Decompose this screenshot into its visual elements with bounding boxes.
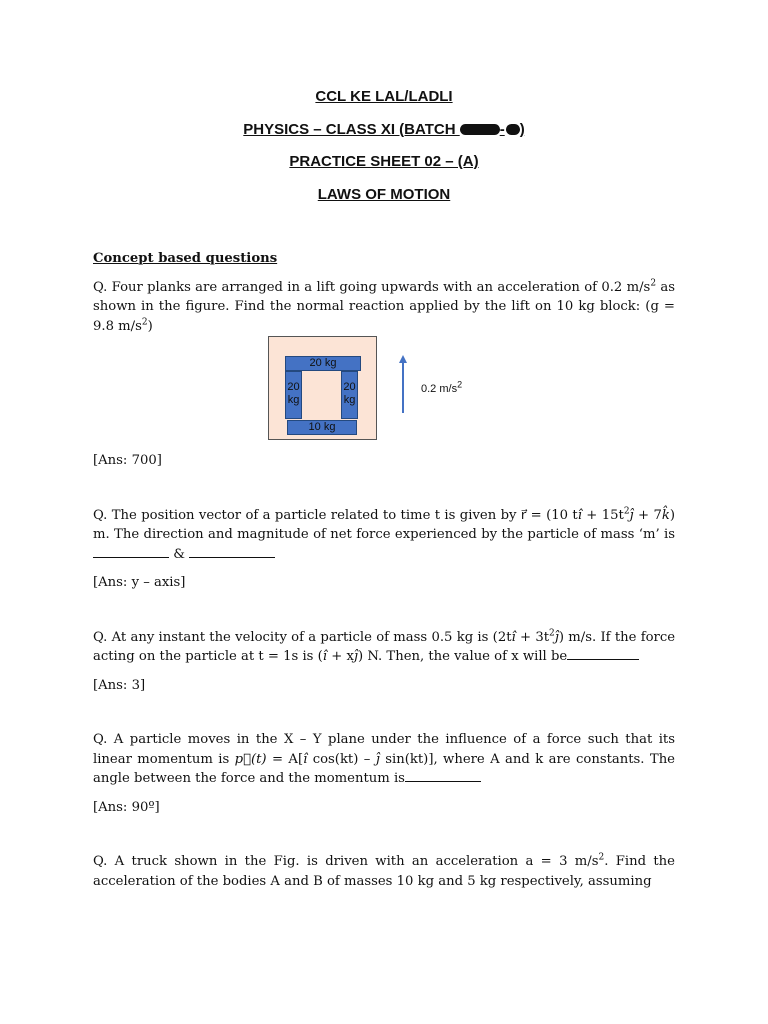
question-4: Q. A particle moves in the X – Y plane under the influence of a force such that its linear momentum is p⃗(t) = A[î cos(kt) – ĵ sin(kt)], where A and k are constants. The angle between the force and the momentum is — [93, 732, 675, 786]
redacted-mark — [506, 124, 520, 135]
answer-blank — [93, 545, 169, 558]
class-batch-title: PHYSICS – CLASS XI (BATCH - ) — [243, 120, 525, 138]
plank-bottom: 10 kg — [287, 420, 357, 435]
lift-figure — [93, 336, 675, 442]
lift-box — [268, 336, 377, 440]
answer-2: [Ans: y – axis] — [93, 575, 186, 590]
up-arrow-icon — [402, 360, 404, 413]
answer-1: [Ans: 700] — [93, 453, 162, 468]
question-2: Q. The position vector of a particle related to time t is given by r⃗ = (10 tî + $15t^2ĵ$ + 7k̂) m. The direction and magnitude of net force experienced by the particle of mass ‘m’ is & — [93, 506, 675, 562]
redacted-mark — [460, 124, 500, 135]
chapter-title: LAWS OF MOTION — [317, 185, 451, 203]
plank-right: 20 kg — [341, 371, 358, 419]
question-1: Q. Four planks are arranged in a lift going upwards with an acceleration of 0.2 $m/s^2$ as shown in the figure. Find the normal reaction applied by the lift on 10 kg block: (g = 9.8 $m/s^2$) — [93, 278, 675, 334]
answer-3: [Ans: 3] — [93, 677, 146, 693]
question-5: Q. A truck shown in the Fig. is driven with an acceleration a = 3 $m/s^2$. Find the acceleration of the bodies A and B of masses 10 kg and 5 kg respectively, assuming — [93, 852, 675, 889]
questions-content — [93, 249, 675, 891]
acceleration-label: 0.2 $m/s^2$ — [421, 379, 463, 395]
question-3: Q. At any instant the velocity of a particle of mass 0.5 kg is (2tî + $3t^2ĵ$) m/s. If the force acting on the particle at t = 1s is (î + xĵ) N. Then, the value of x will be — [93, 628, 676, 664]
plank-top: 20 kg — [285, 356, 361, 371]
sheet-title: PRACTICE SHEET 02 – (A) — [289, 153, 479, 170]
institute-title: CCL KE LAL/LADLI — [315, 88, 453, 105]
plank-left: 20 kg — [285, 371, 302, 419]
document-header — [0, 86, 768, 216]
section-title: Concept based questions — [93, 251, 278, 266]
answer-blank — [189, 545, 275, 558]
answer-blank — [405, 769, 481, 782]
answer-4: [Ans: 90º] — [93, 799, 160, 815]
answer-blank — [567, 647, 639, 660]
